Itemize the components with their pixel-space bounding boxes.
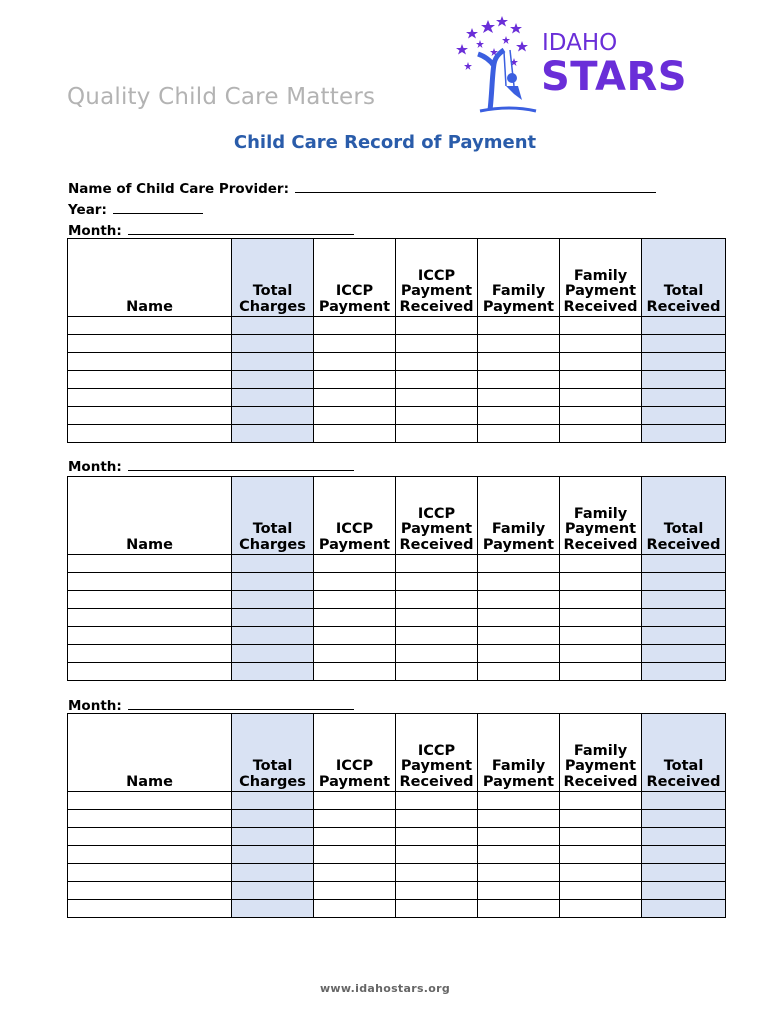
table-cell[interactable]: [314, 900, 396, 918]
table-cell[interactable]: [642, 882, 726, 900]
table-cell[interactable]: [314, 645, 396, 663]
table-cell[interactable]: [68, 425, 232, 443]
table-cell[interactable]: [560, 627, 642, 645]
table-cell[interactable]: [642, 846, 726, 864]
column-header-name: Name: [68, 477, 232, 555]
logo-text-idaho: IDAHO: [542, 30, 618, 56]
table-cell[interactable]: [396, 573, 478, 591]
table-cell[interactable]: [396, 407, 478, 425]
table-cell[interactable]: [642, 591, 726, 609]
table-row: [68, 555, 726, 573]
table-cell[interactable]: [396, 317, 478, 335]
table-cell[interactable]: [396, 846, 478, 864]
table-cell[interactable]: [560, 828, 642, 846]
table-cell[interactable]: [232, 555, 314, 573]
table-cell[interactable]: [314, 335, 396, 353]
star-icon: [502, 36, 510, 44]
star-icon: [496, 16, 508, 27]
star-icon: [466, 28, 478, 39]
table-cell[interactable]: [478, 555, 560, 573]
year-blank[interactable]: [113, 199, 203, 214]
table-cell[interactable]: [478, 882, 560, 900]
table-cell[interactable]: [642, 609, 726, 627]
table-cell[interactable]: [232, 425, 314, 443]
table-cell[interactable]: [314, 353, 396, 371]
table-cell[interactable]: [478, 846, 560, 864]
table-cell[interactable]: [68, 335, 232, 353]
table-cell[interactable]: [68, 645, 232, 663]
table-cell[interactable]: [642, 353, 726, 371]
table-cell[interactable]: [560, 353, 642, 371]
table-cell[interactable]: [396, 591, 478, 609]
table-header-row: [68, 477, 726, 555]
column-header-total-charges: Total Charges: [232, 714, 314, 792]
table-cell[interactable]: [396, 389, 478, 407]
table-row: [68, 792, 726, 810]
column-header-total-received: Total Received: [642, 714, 726, 792]
table-row: [68, 900, 726, 918]
table-cell[interactable]: [642, 389, 726, 407]
table-cell[interactable]: [314, 609, 396, 627]
star-icon: [516, 41, 528, 52]
table-cell[interactable]: [232, 335, 314, 353]
year-field[interactable]: [68, 199, 203, 218]
table-row: [68, 573, 726, 591]
table-cell[interactable]: [478, 828, 560, 846]
table-cell[interactable]: [478, 810, 560, 828]
table-cell[interactable]: [396, 609, 478, 627]
table-row: [68, 864, 726, 882]
provider-blank[interactable]: [295, 178, 656, 193]
column-header-total-received: Total Received: [642, 239, 726, 317]
month-field-2[interactable]: [68, 456, 354, 475]
table-row: [68, 609, 726, 627]
table-cell[interactable]: [642, 864, 726, 882]
table-cell[interactable]: [232, 573, 314, 591]
table-cell[interactable]: [642, 335, 726, 353]
provider-label: Name of Child Care Provider:: [68, 181, 289, 197]
table-cell[interactable]: [314, 828, 396, 846]
table-cell[interactable]: [478, 792, 560, 810]
table-cell[interactable]: [560, 573, 642, 591]
table-cell[interactable]: [396, 882, 478, 900]
table-cell[interactable]: [396, 663, 478, 681]
table-cell[interactable]: [232, 846, 314, 864]
table-row: [68, 846, 726, 864]
table-cell[interactable]: [642, 317, 726, 335]
table-cell[interactable]: [232, 882, 314, 900]
table-cell[interactable]: [560, 407, 642, 425]
table-cell[interactable]: [314, 555, 396, 573]
column-header-iccp-payment: ICCP Payment: [314, 239, 396, 317]
table-cell[interactable]: [396, 353, 478, 371]
table-cell[interactable]: [68, 900, 232, 918]
tagline: Quality Child Care Matters: [67, 84, 376, 110]
table-cell[interactable]: [314, 317, 396, 335]
table-cell[interactable]: [396, 810, 478, 828]
table-cell[interactable]: [642, 371, 726, 389]
table-cell[interactable]: [642, 555, 726, 573]
provider-field[interactable]: [68, 178, 656, 197]
table-cell[interactable]: [642, 663, 726, 681]
table-cell[interactable]: [314, 407, 396, 425]
table-cell[interactable]: [68, 627, 232, 645]
month-label: Month:: [68, 698, 122, 714]
table-row: [68, 591, 726, 609]
table-row: [68, 389, 726, 407]
table-cell[interactable]: [68, 609, 232, 627]
star-icon: [510, 23, 522, 34]
table-cell[interactable]: [396, 900, 478, 918]
column-header-family-payment-received: Family Payment Received: [560, 477, 642, 555]
table-cell[interactable]: [642, 792, 726, 810]
month-field-1[interactable]: [68, 220, 354, 239]
table-cell[interactable]: [68, 389, 232, 407]
table-cell[interactable]: [68, 371, 232, 389]
table-row: [68, 663, 726, 681]
table-cell[interactable]: [232, 645, 314, 663]
payment-table-2: [67, 476, 726, 681]
table-cell[interactable]: [314, 389, 396, 407]
table-cell[interactable]: [396, 335, 478, 353]
table-row: [68, 407, 726, 425]
table-cell[interactable]: [396, 627, 478, 645]
table-row: [68, 882, 726, 900]
table-cell[interactable]: [642, 828, 726, 846]
document-title: Child Care Record of Payment: [233, 132, 537, 153]
table-cell[interactable]: [396, 864, 478, 882]
table-cell[interactable]: [478, 335, 560, 353]
star-icon: [481, 20, 495, 33]
table-cell[interactable]: [560, 846, 642, 864]
table-cell[interactable]: [478, 389, 560, 407]
table-cell[interactable]: [68, 810, 232, 828]
table-cell[interactable]: [396, 371, 478, 389]
table-cell[interactable]: [68, 407, 232, 425]
column-header-total-received: Total Received: [642, 477, 726, 555]
column-header-family-payment: Family Payment: [478, 477, 560, 555]
table-cell[interactable]: [478, 317, 560, 335]
table-cell[interactable]: [68, 864, 232, 882]
table-cell[interactable]: [314, 846, 396, 864]
year-label: Year:: [68, 202, 107, 218]
column-header-family-payment-received: Family Payment Received: [560, 239, 642, 317]
table-cell[interactable]: [642, 425, 726, 443]
table-cell[interactable]: [232, 407, 314, 425]
table-cell[interactable]: [68, 573, 232, 591]
table-row: [68, 425, 726, 443]
table-cell[interactable]: [68, 591, 232, 609]
star-icon: [464, 62, 472, 70]
table-cell[interactable]: [68, 353, 232, 371]
column-header-iccp-payment: ICCP Payment: [314, 477, 396, 555]
column-header-total-charges: Total Charges: [232, 239, 314, 317]
table-cell[interactable]: [560, 389, 642, 407]
table-cell[interactable]: [560, 317, 642, 335]
month-field-3[interactable]: [68, 695, 354, 714]
table-cell[interactable]: [560, 792, 642, 810]
table-cell[interactable]: [232, 900, 314, 918]
table-cell[interactable]: [232, 609, 314, 627]
payment-table-1: [67, 238, 726, 443]
table-cell[interactable]: [68, 882, 232, 900]
table-cell[interactable]: [642, 900, 726, 918]
table-cell[interactable]: [560, 371, 642, 389]
star-icon: [476, 40, 484, 48]
table-cell[interactable]: [232, 353, 314, 371]
column-header-name: Name: [68, 714, 232, 792]
table-cell[interactable]: [314, 425, 396, 443]
table-cell[interactable]: [560, 663, 642, 681]
table-cell[interactable]: [232, 627, 314, 645]
column-header-family-payment: Family Payment: [478, 714, 560, 792]
table-cell[interactable]: [68, 792, 232, 810]
table-cell[interactable]: [560, 555, 642, 573]
column-header-family-payment: Family Payment: [478, 239, 560, 317]
table-cell[interactable]: [478, 900, 560, 918]
table-cell[interactable]: [560, 425, 642, 443]
column-header-iccp-payment-received: ICCP Payment Received: [396, 714, 478, 792]
table-cell[interactable]: [478, 371, 560, 389]
table-cell[interactable]: [478, 663, 560, 681]
month-label: Month:: [68, 459, 122, 475]
table-cell[interactable]: [560, 864, 642, 882]
table-cell[interactable]: [232, 371, 314, 389]
table-cell[interactable]: [478, 591, 560, 609]
table-cell[interactable]: [232, 864, 314, 882]
table-row: [68, 317, 726, 335]
star-icon: [456, 44, 468, 55]
table-cell[interactable]: [642, 627, 726, 645]
table-cell[interactable]: [478, 645, 560, 663]
table-cell[interactable]: [396, 425, 478, 443]
table-header-row: [68, 239, 726, 317]
month-blank[interactable]: [128, 456, 354, 471]
table-cell[interactable]: [560, 900, 642, 918]
month-blank[interactable]: [128, 695, 354, 710]
table-cell[interactable]: [314, 864, 396, 882]
table-row: [68, 353, 726, 371]
table-cell[interactable]: [314, 573, 396, 591]
column-header-name: Name: [68, 239, 232, 317]
table-cell[interactable]: [68, 846, 232, 864]
table-cell[interactable]: [642, 573, 726, 591]
table-cell[interactable]: [314, 591, 396, 609]
table-cell[interactable]: [560, 609, 642, 627]
table-cell[interactable]: [232, 663, 314, 681]
table-row: [68, 810, 726, 828]
table-cell[interactable]: [232, 810, 314, 828]
table-cell[interactable]: [560, 591, 642, 609]
table-cell[interactable]: [560, 645, 642, 663]
table-cell[interactable]: [314, 792, 396, 810]
table-cell[interactable]: [232, 828, 314, 846]
column-header-iccp-payment-received: ICCP Payment Received: [396, 239, 478, 317]
table-cell[interactable]: [232, 389, 314, 407]
table-cell[interactable]: [478, 609, 560, 627]
table-cell[interactable]: [560, 335, 642, 353]
table-cell[interactable]: [232, 792, 314, 810]
table-cell[interactable]: [68, 317, 232, 335]
table-cell[interactable]: [314, 627, 396, 645]
table-cell[interactable]: [478, 425, 560, 443]
table-cell[interactable]: [396, 828, 478, 846]
logo-text-stars: STARS: [541, 54, 688, 100]
payment-table-3: [67, 713, 726, 918]
table-cell[interactable]: [232, 317, 314, 335]
table-cell[interactable]: [560, 882, 642, 900]
footer-url[interactable]: www.idahostars.org: [319, 982, 451, 995]
table-row: [68, 828, 726, 846]
table-cell[interactable]: [642, 645, 726, 663]
table-cell[interactable]: [396, 555, 478, 573]
table-cell[interactable]: [478, 573, 560, 591]
table-cell[interactable]: [314, 810, 396, 828]
column-header-family-payment-received: Family Payment Received: [560, 714, 642, 792]
month-label: Month:: [68, 223, 122, 239]
table-cell[interactable]: [314, 663, 396, 681]
table-cell[interactable]: [68, 828, 232, 846]
table-row: [68, 371, 726, 389]
table-row: [68, 335, 726, 353]
table-cell[interactable]: [314, 371, 396, 389]
table-cell[interactable]: [314, 882, 396, 900]
table-cell[interactable]: [68, 555, 232, 573]
table-cell[interactable]: [642, 407, 726, 425]
column-header-iccp-payment: ICCP Payment: [314, 714, 396, 792]
table-cell[interactable]: [478, 407, 560, 425]
table-cell[interactable]: [642, 810, 726, 828]
table-cell[interactable]: [396, 792, 478, 810]
table-cell[interactable]: [396, 645, 478, 663]
table-cell[interactable]: [478, 864, 560, 882]
table-row: [68, 645, 726, 663]
table-cell[interactable]: [478, 353, 560, 371]
column-header-total-charges: Total Charges: [232, 477, 314, 555]
month-blank[interactable]: [128, 220, 354, 235]
table-cell[interactable]: [68, 663, 232, 681]
table-row: [68, 627, 726, 645]
column-header-iccp-payment-received: ICCP Payment Received: [396, 477, 478, 555]
table-cell[interactable]: [478, 627, 560, 645]
table-header-row: [68, 714, 726, 792]
table-cell[interactable]: [560, 810, 642, 828]
table-cell[interactable]: [232, 591, 314, 609]
